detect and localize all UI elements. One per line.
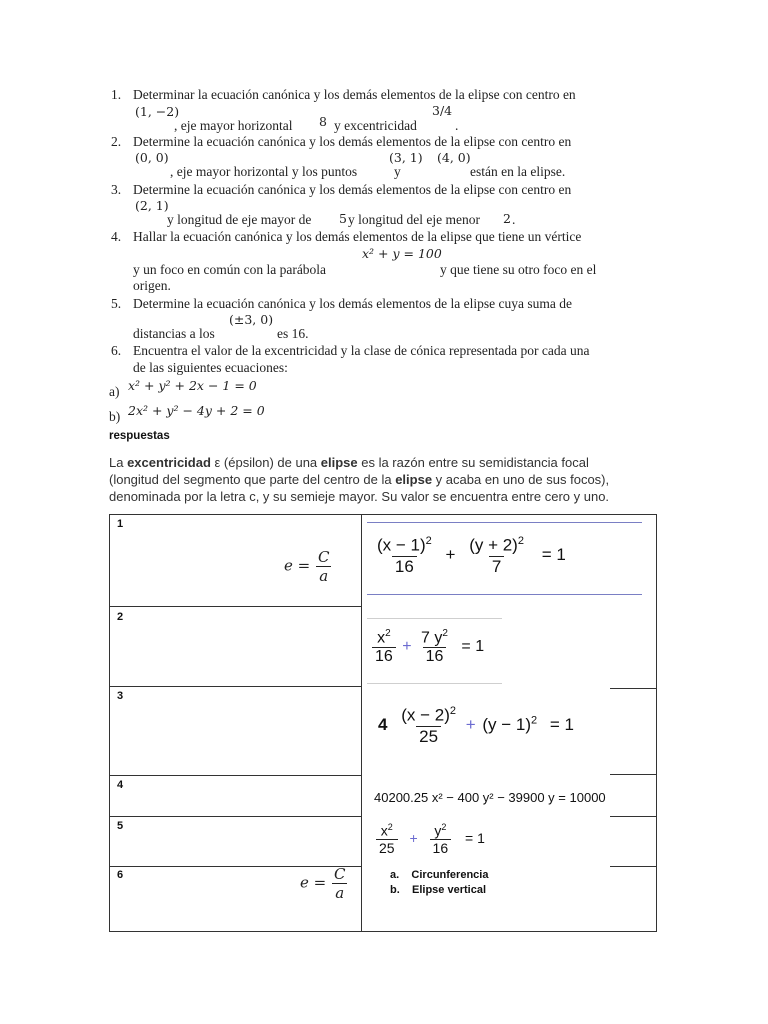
problem-6-number: 6.	[111, 343, 122, 358]
eccentricity-definition: La excentricidad ε (épsilon) de una elipse es la razón entre su semidistancia focal (longitud del segmento que parte del centro de la elipse y acaba en uno de sus focos), denominada por la letra c, y su semieje mayor. Su valor se encuentra entre cero y uno.	[109, 455, 610, 504]
problem-2-point-a: (3, 1)	[389, 150, 423, 165]
row-number-2: 2	[117, 611, 124, 623]
problem-2-text: Determine la ecuación canónica y los demás elementos de la elipse con centro en	[133, 134, 572, 149]
problem-3-minor: 2	[503, 211, 511, 226]
row-number-1: 1	[117, 518, 124, 530]
answer-3-equation: 4 $\frac{(x - 2)^2}{25}$ + $(y - 1)^2 = 1$	[378, 705, 575, 746]
answer-5-equation: $\frac{x^2}{25}$ + $\frac{y^2}{16}$ = 1	[376, 822, 485, 856]
problem-1-text-b: y excentricidad	[334, 118, 417, 133]
problem-1-center: (1, −2)	[135, 104, 180, 119]
problem-4-text-b: y que tiene su otro foco en el	[440, 262, 597, 277]
problem-3-text: Determine la ecuación canónica y los demás elementos de la elipse con centro en	[133, 182, 572, 197]
problem-6-text: Encuentra el valor de la excentricidad y la clase de cónica representada por cada una	[133, 343, 590, 358]
problem-4-text-a: y un foco en común con la parábola	[133, 262, 327, 277]
row-number-4: 4	[117, 779, 124, 791]
problem-6-b-equation: 2x² + y² − 4y + 2 = 0	[128, 403, 265, 418]
problem-6-a-equation: x² + y² + 2x − 1 = 0	[128, 378, 257, 393]
problem-4-text: Hallar la ecuación canónica y los demás elementos de la elipse que tiene un vértice	[133, 229, 582, 244]
problem-1-number: 1.	[111, 87, 122, 102]
problem-6-b-label: b)	[109, 409, 121, 424]
problem-5-number: 5.	[111, 296, 122, 311]
row-number-6: 6	[117, 869, 124, 881]
respuestas-heading: respuestas	[109, 430, 170, 442]
problem-3-number: 3.	[111, 182, 122, 197]
problem-4-text-c: origen.	[133, 278, 171, 293]
problem-3-text-a: y longitud de eje mayor de	[167, 212, 312, 227]
problem-5-text-a: distancias a los	[133, 326, 215, 341]
problem-2-text-c: están en la elipse.	[470, 164, 566, 179]
problem-2-number: 2.	[111, 134, 122, 149]
problem-2-point-b: (4, 0)	[437, 150, 471, 165]
row-number-5: 5	[117, 820, 124, 832]
eccentricity-formula-6: e = $\frac{C}{a}$	[300, 865, 346, 902]
table-divider	[361, 514, 362, 932]
problem-6-text-2: de las siguientes ecuaciones:	[133, 360, 288, 375]
row-number-3: 3	[117, 690, 124, 702]
eccentricity-formula-1: e = $\frac{C}{a}$	[284, 548, 330, 585]
problem-4-number: 4.	[111, 229, 122, 244]
problem-6-a-label: a)	[109, 384, 120, 399]
answer-1-equation: $\frac{(x - 1)^2}{16}$ + $\frac{(y + 2)^2}{7}$ = 1	[377, 535, 566, 576]
answer-2-equation: $\frac{x^2}{16}$ + $\frac{7 y^2}{16}$ = 1	[372, 628, 484, 666]
problem-5-text-b: es 16.	[277, 326, 309, 341]
problem-2-text-b: y	[394, 164, 401, 179]
problem-1-end: .	[455, 118, 459, 133]
problem-5-text: Determine la ecuación canónica y los demás elementos de la elipse cuya suma de	[133, 296, 572, 311]
answer-6-list	[390, 868, 488, 898]
problem-3-center: (2, 1)	[135, 198, 169, 213]
problem-2-center: (0, 0)	[135, 150, 169, 165]
answer-4-equation: 40200.25 x² − 400 y² − 39900 y = 10000	[374, 790, 606, 805]
problem-4-parabola: x² + y = 100	[362, 246, 442, 261]
problem-5-foci: (±3, 0)	[229, 312, 274, 327]
problem-2-text-a: , eje mayor horizontal y los puntos	[170, 164, 358, 179]
problem-3-major: 5	[339, 211, 347, 226]
problem-1-text: Determinar la ecuación canónica y los demás elementos de la elipse con centro en	[133, 87, 576, 102]
problem-1-text-a: , eje mayor horizontal	[174, 118, 293, 133]
problem-3-end: .	[512, 212, 516, 227]
problem-1-ecc-value: 3/4	[432, 103, 453, 118]
problem-1-axis-value: 8	[319, 114, 327, 129]
answer-6-item-b: b. Elipse vertical	[390, 884, 487, 896]
problem-3-text-b: y longitud del eje menor	[348, 212, 480, 227]
answer-6-item-a: a. Circunferencia	[390, 869, 489, 881]
